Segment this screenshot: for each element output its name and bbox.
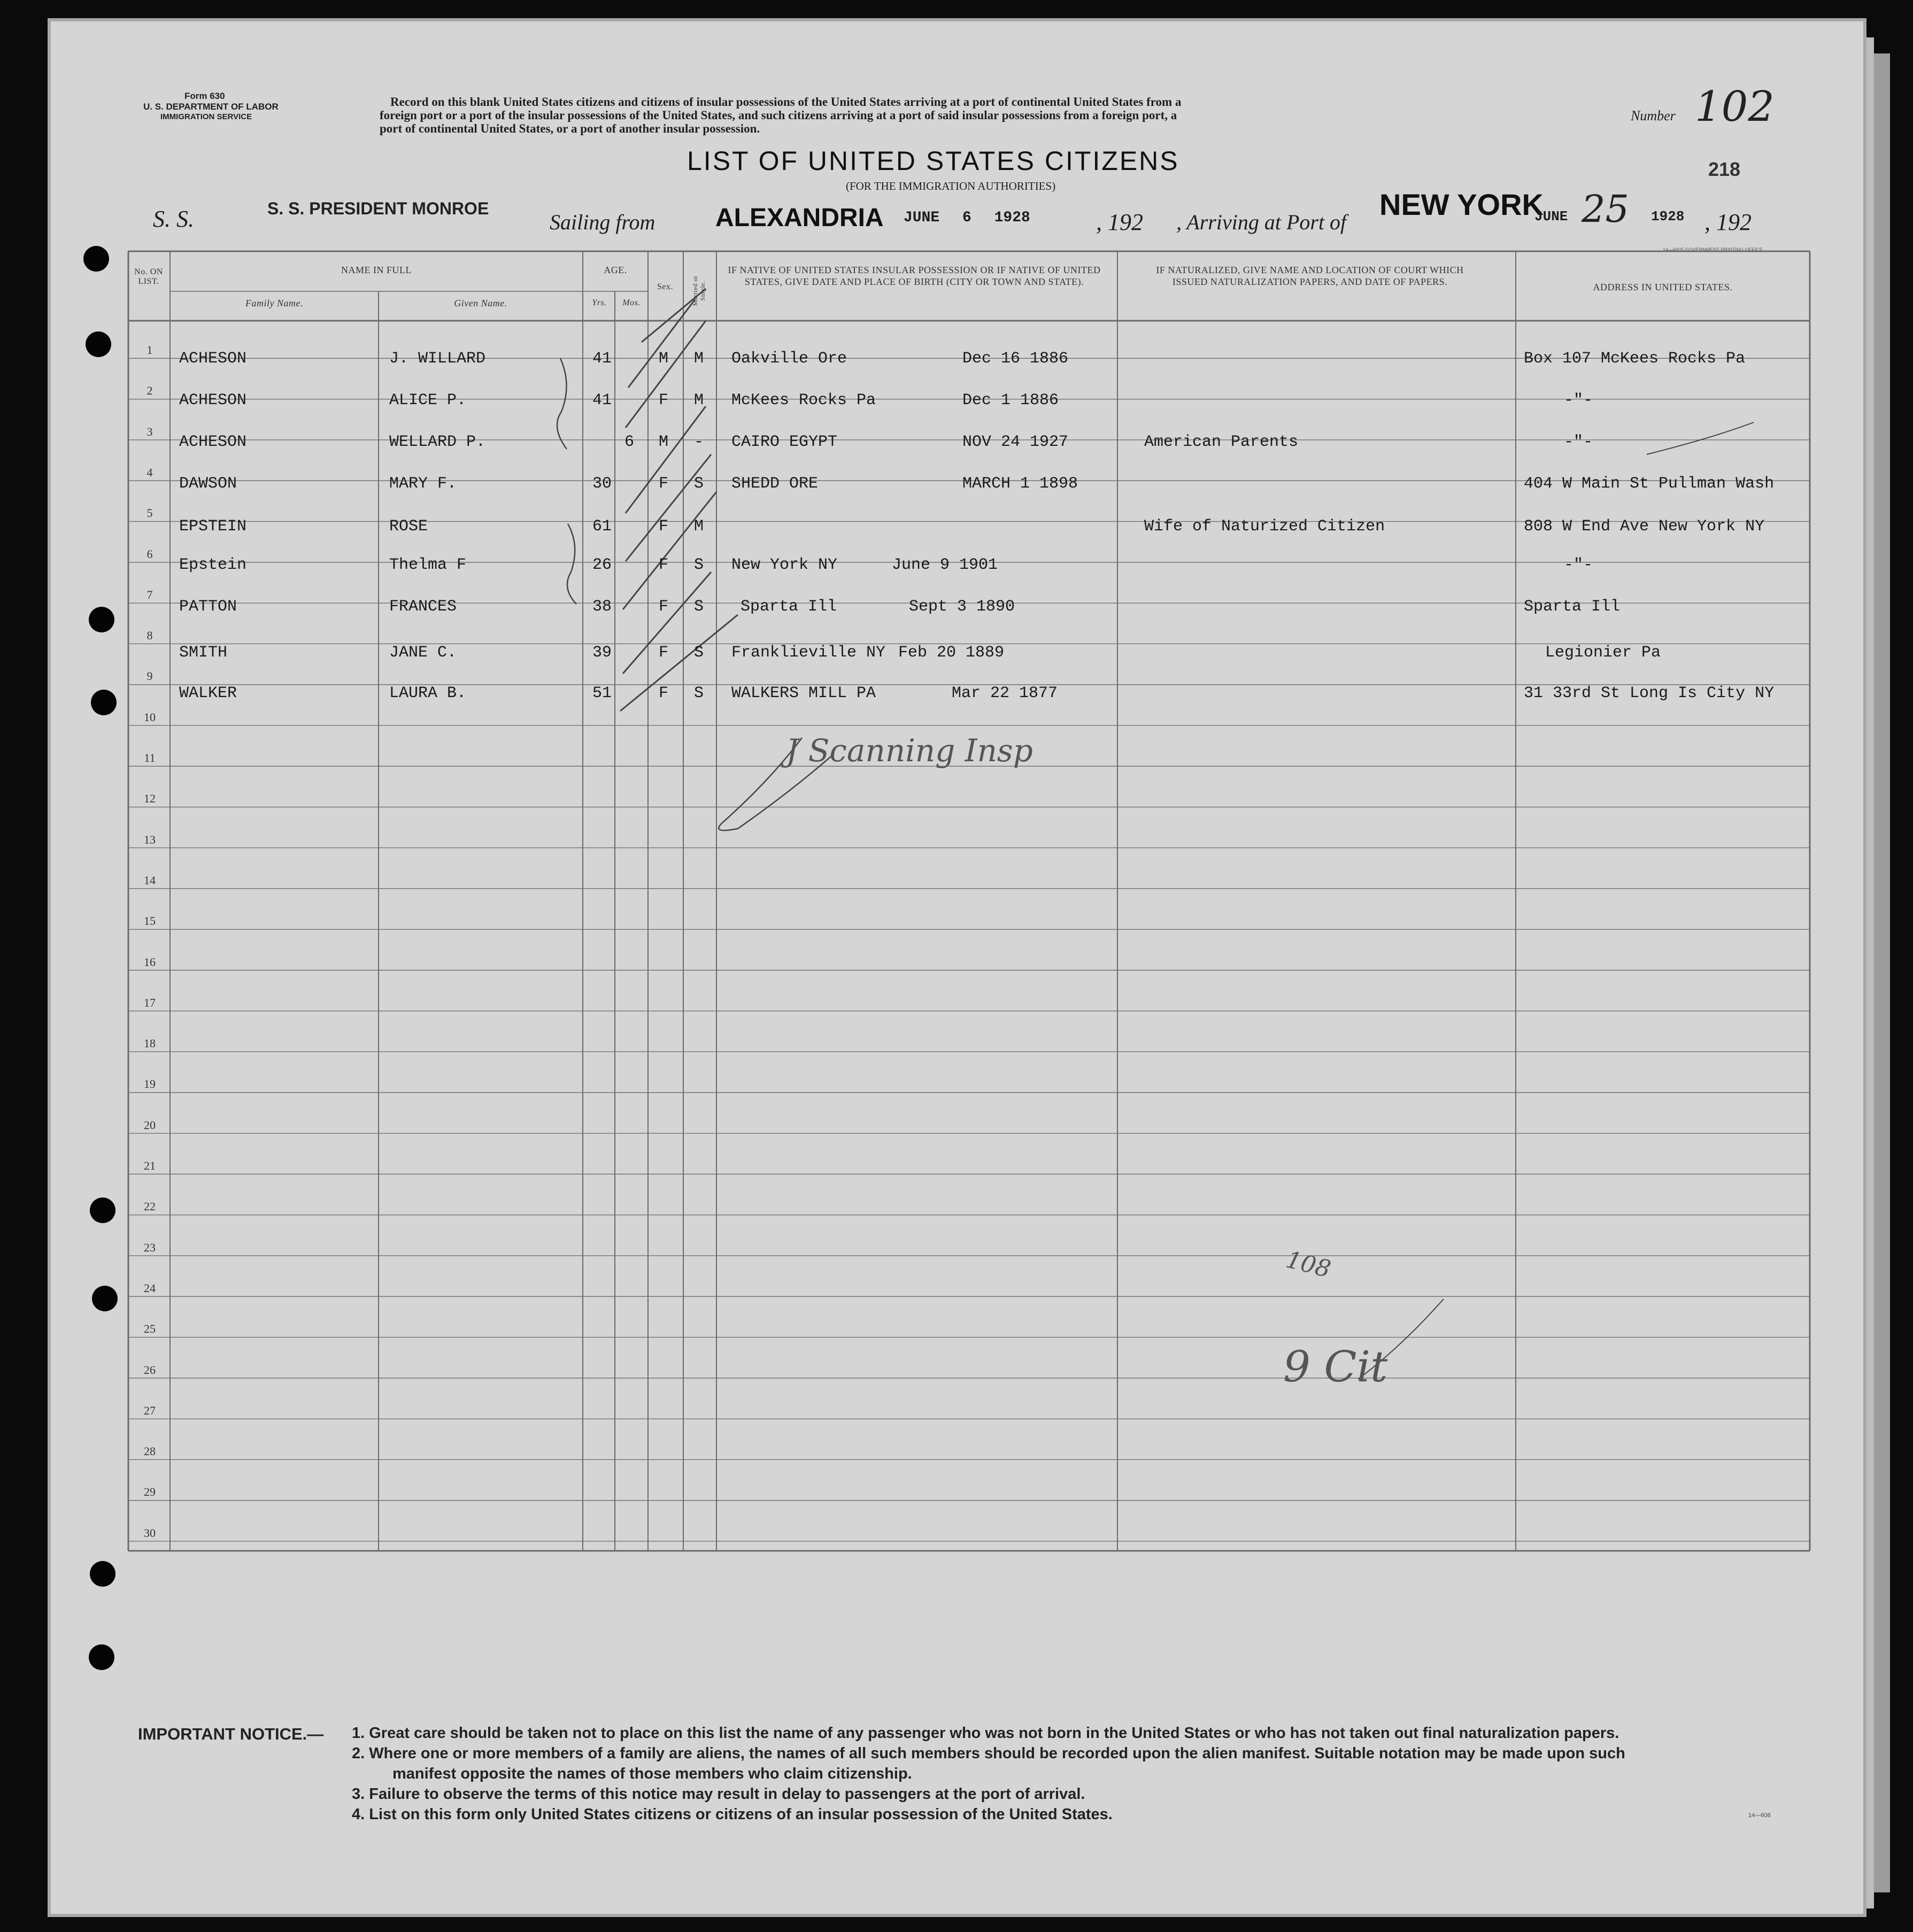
row-number: 18: [144, 1037, 156, 1050]
header-no-on-list: No. ON LIST.: [134, 267, 163, 286]
printer-mark: 14—6605 GOVERNMENT PRINTING OFFICE: [1663, 247, 1763, 252]
given-name-cell: WELLARD P.: [389, 433, 486, 451]
marital-status-cell: -: [694, 433, 704, 451]
header-age: AGE.: [604, 265, 627, 275]
header-sex: Sex.: [657, 282, 673, 291]
birthplace-cell: Oakville Ore: [731, 350, 847, 368]
number-value: 102: [1695, 83, 1775, 131]
header-name-in-full: NAME IN FULL: [341, 265, 412, 275]
sex-cell: F: [659, 684, 669, 702]
notice-item-4: 4. List on this form only United States citizens or citizens of an insular possession of the United States.: [352, 1806, 1113, 1823]
check-mark: [626, 406, 706, 513]
header-yrs: Yrs.: [592, 298, 607, 307]
sex-cell: F: [659, 517, 669, 536]
marital-status-cell: M: [694, 517, 704, 536]
birthplace-cell: CAIRO EGYPT: [731, 433, 838, 451]
row-number: 7: [146, 588, 153, 601]
check-mark: [620, 615, 738, 711]
row-number: 8: [146, 629, 153, 643]
birth-date-cell: Sept 3 1890: [909, 598, 1015, 616]
birthplace-cell: Franklieville NY: [731, 644, 886, 662]
check-mark: [626, 454, 711, 561]
address-cell: 808 W End Ave New York NY: [1524, 517, 1765, 536]
address-cell: 31 33rd St Long Is City NY: [1524, 684, 1775, 702]
birth-date-cell: Mar 22 1877: [952, 684, 1058, 702]
arrival-day: 25: [1582, 187, 1630, 231]
page-subtitle: (FOR THE IMMIGRATION AUTHORITIES): [846, 180, 1056, 192]
marital-status-cell: S: [694, 598, 704, 616]
notice-label: IMPORTANT NOTICE.—: [138, 1725, 324, 1743]
header-mos: Mos.: [622, 298, 641, 307]
form-number: Form 630: [184, 91, 225, 101]
address-cell: -"-: [1564, 556, 1593, 574]
age-years-cell: 41: [592, 391, 612, 409]
given-name-cell: Thelma F: [389, 556, 467, 574]
arriving-label: , Arriving at Port of: [1176, 210, 1347, 234]
sex-cell: M: [659, 350, 669, 368]
address-cell: 404 W Main St Pullman Wash: [1524, 475, 1775, 493]
age-years-cell: 26: [592, 556, 612, 574]
marital-status-cell: S: [694, 475, 704, 493]
row-number: 4: [146, 465, 153, 479]
row-number: 14: [144, 873, 156, 887]
age-years-cell: 39: [592, 644, 612, 662]
port-to: NEW YORK: [1379, 188, 1544, 221]
row-number: 3: [146, 424, 153, 438]
row-number: 25: [144, 1322, 156, 1336]
naturalization-cell: American Parents: [1144, 433, 1299, 451]
notice-item-3: 3. Failure to observe the terms of this notice may result in delay to passengers at the port of arrival.: [352, 1786, 1085, 1803]
notice-item-2b: manifest opposite the names of those members who claim citizenship.: [392, 1765, 912, 1782]
row-number: 9: [146, 669, 153, 683]
sex-cell: F: [659, 391, 669, 409]
given-name-cell: FRANCES: [389, 598, 457, 616]
birth-date-cell: NOV 24 1927: [962, 433, 1069, 451]
row-number: 23: [144, 1240, 156, 1254]
sex-cell: F: [659, 475, 669, 493]
header-naturalized: IF NATURALIZED, GIVE NAME AND LOCATION OF COURT WHICH ISSUED NATURALIZATION PAPERS, AND DATE OF PAPERS.: [1156, 265, 1464, 287]
instructions-line-2: foreign port or a port of the insular possessions of the United States, and such citizens arriving at a port of said insular possessions from a foreign port, a: [380, 109, 1177, 122]
age-months-cell: 6: [624, 433, 635, 451]
row-number: 26: [144, 1363, 156, 1377]
naturalization-cell: Wife of Naturized Citizen: [1144, 517, 1385, 536]
row-number: 6: [146, 547, 153, 561]
birthplace-cell: McKees Rocks Pa: [731, 391, 876, 409]
row-number: 19: [144, 1077, 156, 1091]
family-name-cell: PATTON: [179, 598, 237, 616]
arrival-month: JUNE: [1534, 208, 1568, 225]
family-name-cell: Epstein: [179, 556, 247, 574]
service-name: IMMIGRATION SERVICE: [160, 112, 252, 121]
number-label: Number: [1631, 108, 1676, 123]
note-9-cit: 9 Cit: [1283, 1342, 1388, 1392]
sex-cell: F: [659, 644, 669, 662]
address-cell: -"-: [1564, 391, 1593, 409]
birthplace-cell: SHEDD ORE: [731, 475, 819, 493]
row-number: 24: [144, 1281, 156, 1295]
family-name-cell: SMITH: [179, 644, 228, 662]
family-name-cell: ACHESON: [179, 391, 247, 409]
row-number: 13: [144, 832, 156, 846]
year-prefix-2: , 192: [1704, 209, 1752, 235]
row-number: 20: [144, 1118, 156, 1132]
family-name-cell: WALKER: [179, 684, 237, 702]
age-years-cell: 61: [592, 517, 612, 536]
row-number: 28: [144, 1444, 156, 1458]
given-name-cell: MARY F.: [389, 475, 457, 493]
row-number: 1: [146, 343, 153, 357]
instructions-line-1: Record on this blank United States citizens and citizens of insular possessions of the United States arriving at a port of continental United States from a: [390, 95, 1182, 109]
year-prefix-1: , 192: [1096, 209, 1143, 235]
birth-date-cell: MARCH 1 1898: [962, 475, 1078, 493]
notice-item-1: 1. Great care should be taken not to place on this list the name of any passenger who was not born in the United States or who has not taken out final naturalization papers.: [352, 1725, 1619, 1742]
row-number: 30: [144, 1526, 156, 1540]
header-address: ADDRESS IN UNITED STATES.: [1593, 282, 1733, 292]
header-family-name: Family Name.: [245, 298, 303, 308]
address-cell: Box 107 McKees Rocks Pa: [1524, 350, 1746, 368]
age-years-cell: 30: [592, 475, 612, 493]
given-name-cell: ROSE: [389, 517, 428, 536]
family-name-cell: EPSTEIN: [179, 517, 247, 536]
family-name-cell: ACHESON: [179, 350, 247, 368]
given-name-cell: ALICE P.: [389, 391, 467, 409]
birth-date-cell: Dec 16 1886: [962, 350, 1069, 368]
note-108: 108: [1283, 1246, 1333, 1284]
department-name: U. S. DEPARTMENT OF LABOR: [143, 102, 279, 112]
sailing-label: Sailing from: [550, 210, 655, 234]
birthplace-cell: Sparta Ill: [740, 598, 837, 616]
footer-code: 14—608: [1748, 1812, 1771, 1819]
marital-status-cell: S: [694, 556, 704, 574]
marital-status-cell: M: [694, 391, 704, 409]
check-mark: [623, 492, 716, 609]
stray-stroke: [1647, 422, 1754, 454]
sex-cell: M: [659, 433, 669, 451]
address-cell: -"-: [1564, 433, 1593, 451]
family-name-cell: DAWSON: [179, 475, 237, 493]
sailing-date: JUNE 6 1928: [904, 210, 1030, 226]
row-number: 2: [146, 384, 153, 398]
page-title: LIST OF UNITED STATES CITIZENS: [687, 146, 1179, 176]
inspector-signature: J Scanning Insp: [786, 732, 1033, 769]
row-number: 5: [146, 506, 153, 520]
given-name-cell: LAURA B.: [389, 684, 467, 702]
birth-date-cell: Feb 20 1889: [898, 644, 1005, 662]
given-name-cell: J. WILLARD: [389, 350, 486, 368]
brace: [567, 524, 576, 604]
birth-date-cell: June 9 1901: [892, 556, 998, 574]
row-number: 27: [144, 1403, 156, 1417]
row-number: 12: [144, 792, 156, 806]
header-birth: IF NATIVE OF UNITED STATES INSULAR POSSESSION OR IF NATIVE OF UNITED STATES, GIVE DATE AND PLACE OF BIRTH (CITY OR TOWN AND STATE).: [728, 265, 1101, 287]
marital-status-cell: M: [694, 350, 704, 368]
check-mark: [628, 299, 695, 388]
row-number: 15: [144, 914, 156, 928]
age-years-cell: 51: [592, 684, 612, 702]
row-number: 29: [144, 1485, 156, 1499]
birthplace-cell: New York NY: [731, 556, 838, 574]
brace: [557, 358, 567, 449]
marital-status-cell: S: [694, 644, 704, 662]
address-cell: Sparta Ill: [1524, 598, 1621, 616]
page-stamp: 218: [1708, 158, 1741, 180]
given-name-cell: JANE C.: [389, 644, 457, 662]
row-number: 21: [144, 1159, 156, 1172]
notice-item-2a: 2. Where one or more members of a family are aliens, the names of all such members should be recorded upon the alien manifest. Suitable notation may be made upon such: [352, 1745, 1625, 1762]
birth-date-cell: Dec 1 1886: [962, 391, 1059, 409]
row-number: 16: [144, 955, 156, 969]
sex-cell: F: [659, 556, 669, 574]
ship-name: S. S. PRESIDENT MONROE: [267, 199, 489, 218]
address-cell: Legionier Pa: [1545, 644, 1661, 662]
marital-status-cell: S: [694, 684, 704, 702]
sex-cell: F: [659, 598, 669, 616]
age-years-cell: 38: [592, 598, 612, 616]
header-married-single: Married or Single.: [691, 275, 706, 306]
row-number: 10: [144, 710, 156, 724]
instructions-line-3: port of continental United States, or a port of another insular possession.: [380, 122, 760, 135]
row-number: 11: [144, 751, 156, 764]
age-years-cell: 41: [592, 350, 612, 368]
family-name-cell: ACHESON: [179, 433, 247, 451]
arrival-year: 1928: [1651, 208, 1685, 225]
header-given-name: Given Name.: [454, 298, 507, 308]
ss-label: S. S.: [153, 206, 194, 232]
birthplace-cell: WALKERS MILL PA: [731, 684, 876, 702]
row-number: 17: [144, 995, 156, 1009]
port-from: ALEXANDRIA: [715, 204, 884, 232]
row-number: 22: [144, 1200, 156, 1214]
